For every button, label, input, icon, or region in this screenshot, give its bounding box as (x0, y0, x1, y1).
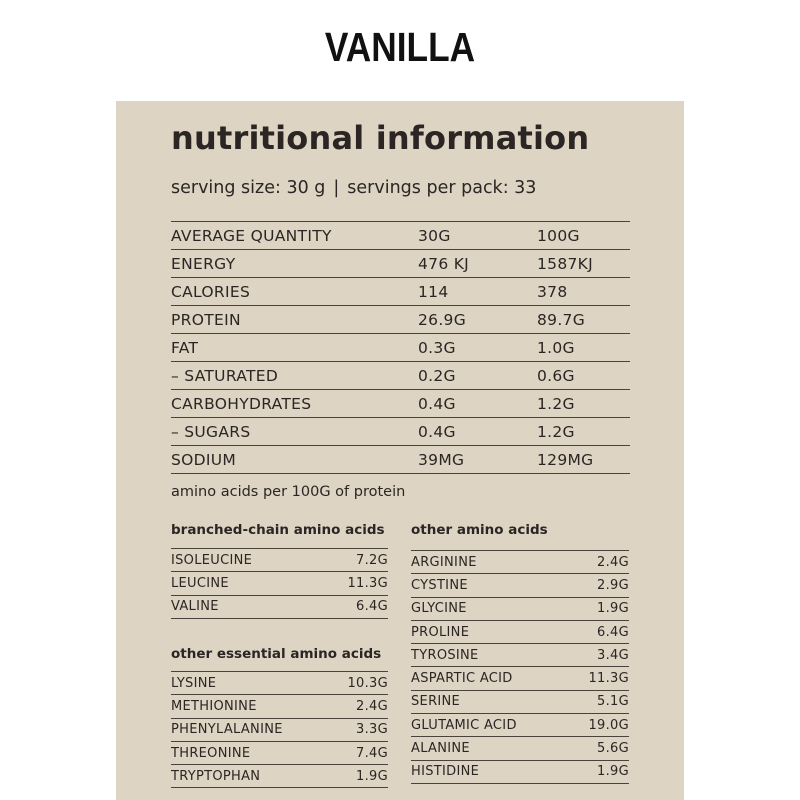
nutrient-name: FAT (171, 334, 418, 362)
amino-row (411, 620, 629, 643)
nutrient-per-100g: 89.7G (537, 306, 630, 334)
amino-value: 2.4G (569, 551, 629, 574)
nutrient-name: CALORIES (171, 278, 418, 306)
amino-value: 19.0G (569, 714, 629, 737)
amino-row (171, 672, 388, 695)
nutrition-row (171, 278, 630, 306)
amino-name: PHENYLALANINE (171, 718, 330, 741)
amino-name: PROLINE (411, 620, 569, 643)
amino-value: 3.3G (330, 718, 388, 741)
amino-row (411, 737, 629, 760)
amino-row (171, 741, 388, 764)
amino-value: 5.6G (569, 737, 629, 760)
amino-value: 7.2G (316, 549, 388, 572)
amino-name: HISTIDINE (411, 760, 569, 783)
amino-value: 2.4G (330, 695, 388, 718)
amino-value: 11.3G (569, 667, 629, 690)
amino-row (171, 549, 388, 572)
amino-row (171, 718, 388, 741)
panel-title: nutritional information (171, 119, 590, 157)
nutrient-per-serving: 39MG (418, 446, 537, 474)
amino-value: 5.1G (569, 690, 629, 713)
nutrition-row (171, 362, 630, 390)
nutrient-per-100g: 1587KJ (537, 250, 630, 278)
nutrient-per-serving: 0.3G (418, 334, 537, 362)
serving-info (171, 178, 536, 198)
amino-value: 1.9G (569, 760, 629, 783)
header-per-serving: 30G (418, 222, 537, 250)
amino-name: SERINE (411, 690, 569, 713)
amino-name: LEUCINE (171, 572, 316, 595)
nutrient-per-serving: 0.2G (418, 362, 537, 390)
amino-name: THREONINE (171, 741, 330, 764)
amino-name: CYSTINE (411, 574, 569, 597)
amino-row (411, 714, 629, 737)
amino-name: METHIONINE (171, 695, 330, 718)
amino-value: 10.3G (330, 672, 388, 695)
nutrient-name: – SATURATED (171, 362, 418, 390)
serving-separator: | (333, 178, 340, 198)
essential-title: other essential amino acids (171, 646, 382, 662)
amino-name: TYROSINE (411, 644, 569, 667)
nutrition-table (171, 221, 630, 474)
amino-row (411, 574, 629, 597)
nutrient-per-serving: 26.9G (418, 306, 537, 334)
nutrient-per-serving: 114 (418, 278, 537, 306)
nutrition-row (171, 250, 630, 278)
nutrition-row (171, 418, 630, 446)
nutrient-name: ENERGY (171, 250, 418, 278)
amino-name: ASPARTIC ACID (411, 667, 569, 690)
flavor-title: VANILLA (324, 24, 476, 70)
nutrition-row (171, 306, 630, 334)
amino-name: TRYPTOPHAN (171, 765, 330, 788)
nutrient-per-100g: 1.2G (537, 418, 630, 446)
amino-name: ISOLEUCINE (171, 549, 316, 572)
amino-value: 2.9G (569, 574, 629, 597)
amino-name: VALINE (171, 595, 316, 618)
nutrition-header-row (171, 222, 630, 250)
nutrient-per-serving: 476 KJ (418, 250, 537, 278)
amino-row (411, 644, 629, 667)
amino-row (411, 760, 629, 783)
header-per-100g: 100G (537, 222, 630, 250)
amino-name: GLYCINE (411, 597, 569, 620)
amino-name: LYSINE (171, 672, 330, 695)
nutrient-name: CARBOHYDRATES (171, 390, 418, 418)
amino-value: 1.9G (330, 765, 388, 788)
amino-row (171, 595, 388, 618)
amino-name: ARGININE (411, 551, 569, 574)
nutrient-name: SODIUM (171, 446, 418, 474)
amino-value: 6.4G (316, 595, 388, 618)
nutrient-per-serving: 0.4G (418, 418, 537, 446)
amino-value: 3.4G (569, 644, 629, 667)
amino-row (411, 690, 629, 713)
nutrition-row (171, 390, 630, 418)
amino-row (171, 695, 388, 718)
other-table (411, 550, 629, 784)
amino-note: amino acids per 100G of protein (171, 484, 406, 500)
nutrition-row (171, 334, 630, 362)
nutrition-row (171, 446, 630, 474)
nutrient-per-100g: 1.2G (537, 390, 630, 418)
amino-name: ALANINE (411, 737, 569, 760)
amino-row (171, 765, 388, 788)
nutrition-panel (116, 101, 684, 800)
nutrient-name: – SUGARS (171, 418, 418, 446)
serving-size: serving size: 30 g (171, 178, 326, 198)
nutrient-per-100g: 0.6G (537, 362, 630, 390)
amino-row (411, 597, 629, 620)
nutrient-per-serving: 0.4G (418, 390, 537, 418)
amino-value: 7.4G (330, 741, 388, 764)
amino-value: 11.3G (316, 572, 388, 595)
amino-value: 1.9G (569, 597, 629, 620)
nutrient-name: PROTEIN (171, 306, 418, 334)
amino-row (411, 551, 629, 574)
nutrient-per-100g: 378 (537, 278, 630, 306)
bcaa-table (171, 548, 388, 619)
nutrient-per-100g: 1.0G (537, 334, 630, 362)
other-title: other amino acids (411, 522, 548, 538)
amino-name: GLUTAMIC ACID (411, 714, 569, 737)
servings-per-pack: servings per pack: 33 (347, 178, 537, 198)
header-quantity: AVERAGE QUANTITY (171, 222, 418, 250)
amino-value: 6.4G (569, 620, 629, 643)
amino-row (411, 667, 629, 690)
amino-row (171, 572, 388, 595)
nutrient-per-100g: 129MG (537, 446, 630, 474)
essential-table (171, 671, 388, 788)
bcaa-title: branched-chain amino acids (171, 522, 385, 538)
